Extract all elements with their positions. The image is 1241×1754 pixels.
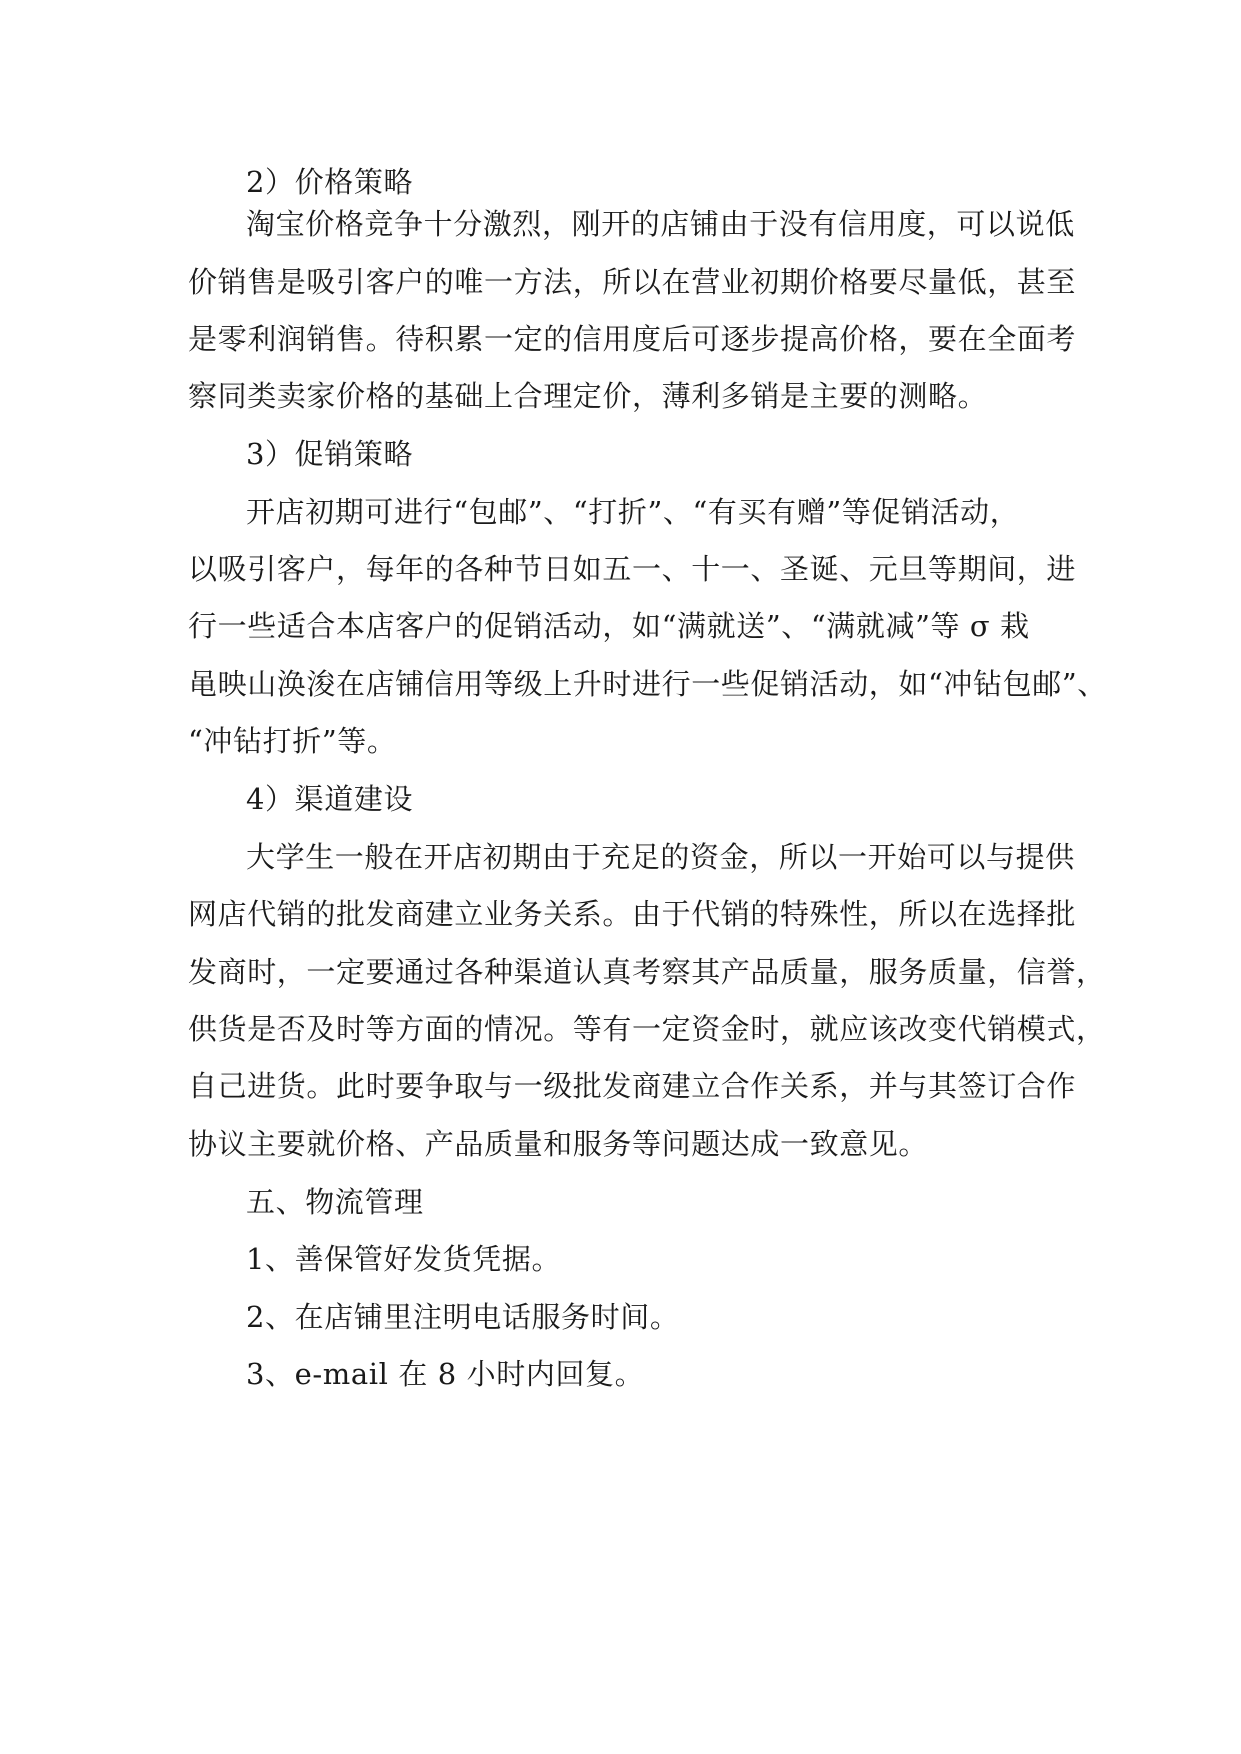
list-item: 1、善保管好发货凭据。 bbox=[246, 1242, 562, 1276]
heading-channel-building: 4）渠道建设 bbox=[246, 782, 414, 816]
paragraph-line: 协议主要就价格、产品质量和服务等问题达成一致意见。 bbox=[188, 1127, 929, 1161]
paragraph-line: 价销售是吸引客户的唯一方法，所以在营业初期价格要尽量低，甚至 bbox=[188, 265, 1077, 299]
heading-price-strategy: 2）价格策略 bbox=[246, 165, 414, 199]
paragraph-line: 自己进货。此时要争取与一级批发商建立合作关系，并与其签订合作 bbox=[188, 1069, 1077, 1103]
paragraph-line: 供货是否及时等方面的情况。等有一定资金时，就应该改变代销模式， bbox=[188, 1012, 1106, 1046]
heading-logistics-management: 五、物流管理 bbox=[246, 1185, 424, 1219]
paragraph-line: 开店初期可进行“包邮”、“打折”、“有买有赠”等促销活动， bbox=[246, 495, 1020, 529]
paragraph-line: 黾映山涣浚在店铺信用等级上升时进行一些促销活动，如“冲钻包邮”、 bbox=[188, 667, 1107, 701]
paragraph-line: 淘宝价格竞争十分激烈，刚开的店铺由于没有信用度，可以说低 bbox=[246, 207, 1075, 241]
paragraph-line: 发商时，一定要通过各种渠道认真考察其产品质量，服务质量，信誉， bbox=[188, 955, 1106, 989]
paragraph-line: “冲钻打折”等。 bbox=[188, 724, 397, 758]
paragraph-line: 以吸引客户，每年的各种节日如五一、十一、圣诞、元旦等期间，进 bbox=[188, 552, 1077, 586]
paragraph-line: 行一些适合本店客户的促销活动，如“满就送”、“满就减”等 σ 栽 bbox=[188, 609, 1030, 643]
paragraph-line: 是零利润销售。待积累一定的信用度后可逐步提高价格，要在全面考 bbox=[188, 322, 1077, 356]
list-item: 2、在店铺里注明电话服务时间。 bbox=[246, 1300, 680, 1334]
list-item: 3、e-mail 在 8 小时内回复。 bbox=[246, 1357, 645, 1391]
paragraph-line: 网店代销的批发商建立业务关系。由于代销的特殊性，所以在选择批 bbox=[188, 897, 1077, 931]
paragraph-line: 察同类卖家价格的基础上合理定价，薄利多销是主要的测略。 bbox=[188, 379, 988, 413]
paragraph-line: 大学生一般在开店初期由于充足的资金，所以一开始可以与提供 bbox=[246, 840, 1075, 874]
heading-promotion-strategy: 3）促销策略 bbox=[246, 437, 414, 471]
